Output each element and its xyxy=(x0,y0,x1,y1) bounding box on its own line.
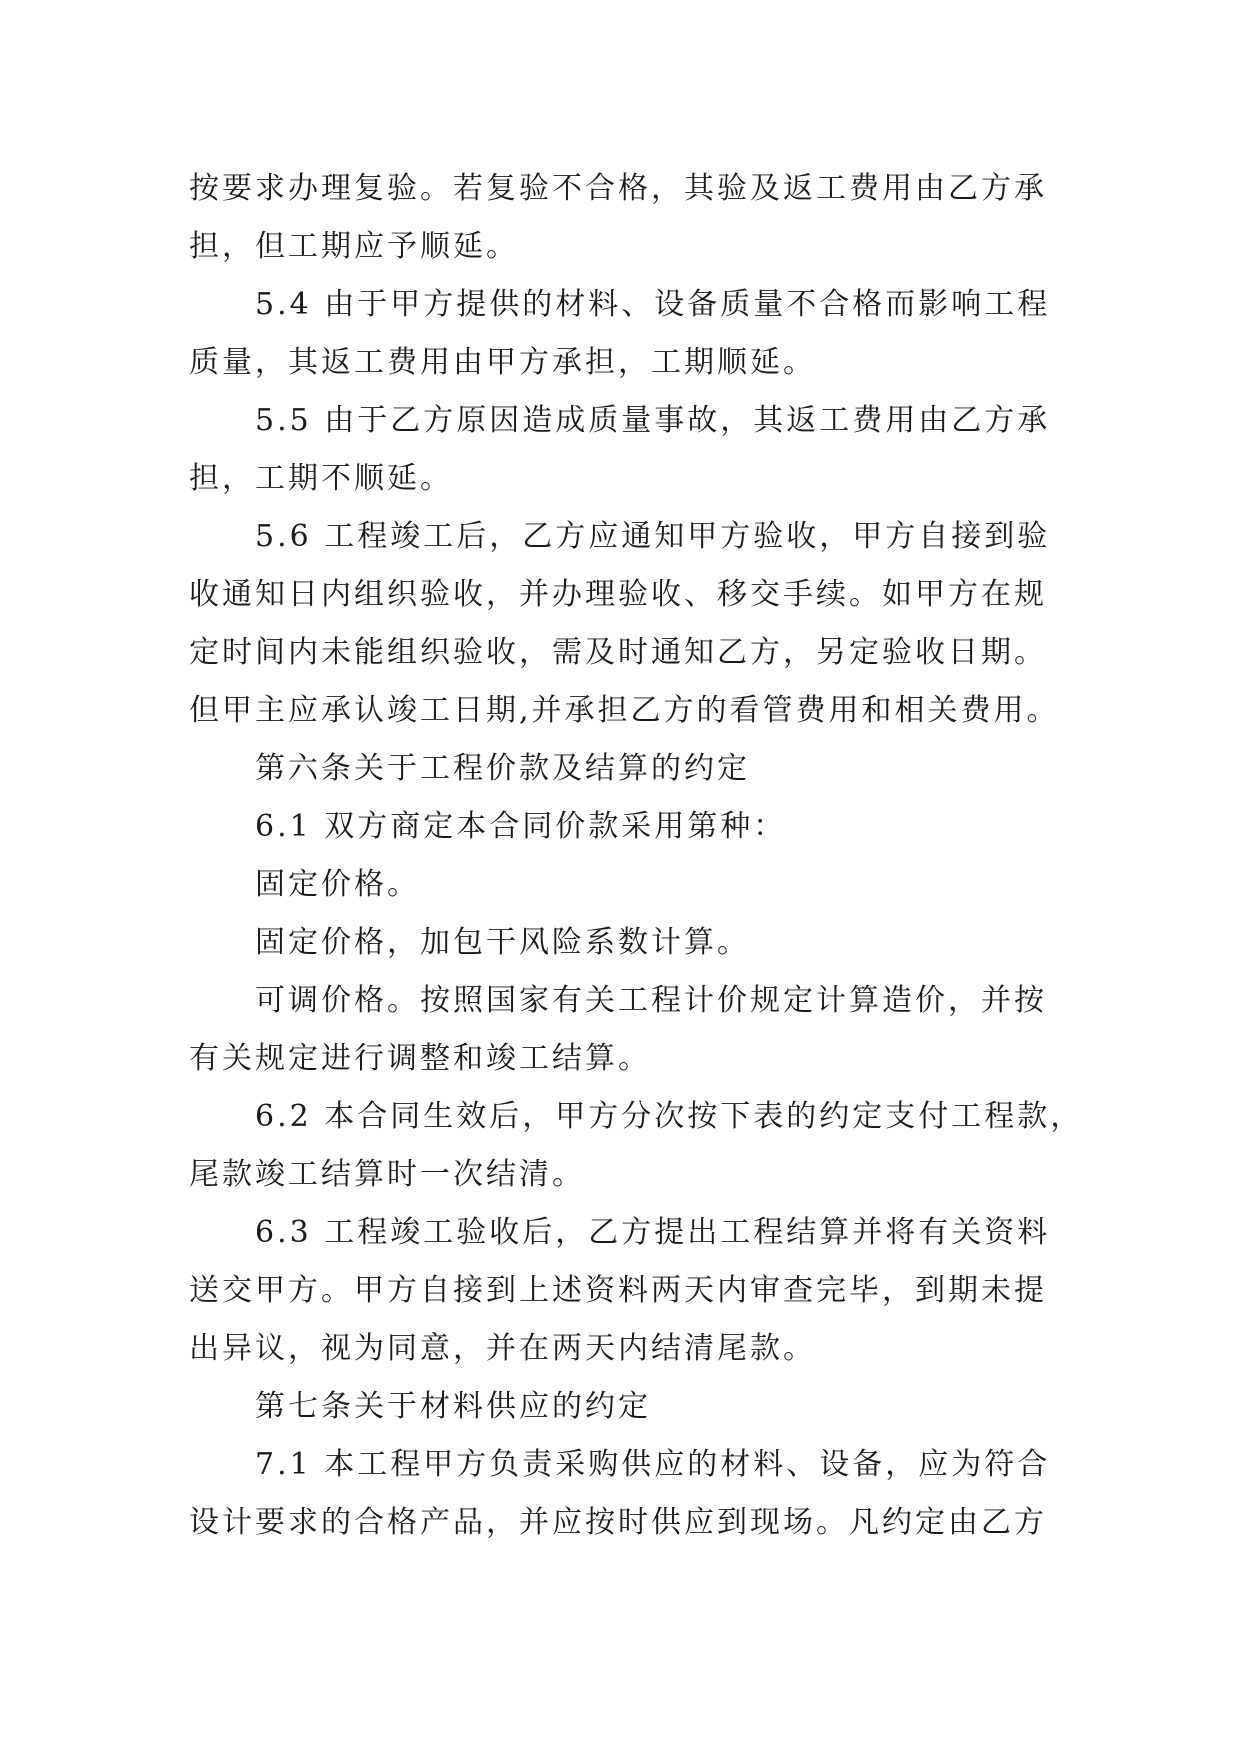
text-line: 但甲主应承认竣工日期,并承担乙方的看管费用和相关费用。 xyxy=(189,693,1060,728)
clause-6-1: 6.1 双方商定本合同价款采用第种： xyxy=(255,809,787,844)
option-fixed-price-risk: 固定价格，加包干风险系数计算。 xyxy=(255,925,750,960)
clause-5-6: 5.6 工程竣工后，乙方应通知甲方验收，甲方自接到验 xyxy=(255,519,1051,554)
option-fixed-price: 固定价格。 xyxy=(255,867,420,902)
clause-6-3: 6.3 工程竣工验收后，乙方提出工程结算并将有关资料 xyxy=(255,1215,1051,1250)
text-line: 定时间内未能组织验收，需及时通知乙方，另定验收日期。 xyxy=(189,635,1047,670)
clause-7-1: 7.1 本工程甲方负责采购供应的材料、设备，应为符合 xyxy=(255,1447,1051,1482)
clause-5-4: 5.4 由于甲方提供的材料、设备质量不合格而影响工程 xyxy=(255,287,1051,322)
clause-6-2: 6.2 本合同生效后，甲方分次按下表的约定支付工程款， xyxy=(255,1099,1084,1134)
text-line: 尾款竣工结算时一次结清。 xyxy=(189,1157,585,1192)
text-line: 设计要求的合格产品，并应按时供应到现场。凡约定由乙方 xyxy=(189,1505,1047,1540)
text-line: 担，但工期应予顺延。 xyxy=(189,229,519,264)
clause-5-5: 5.5 由于乙方原因造成质量事故，其返工费用由乙方承 xyxy=(255,403,1051,438)
document-body xyxy=(189,160,1084,1552)
text-line: 按要求办理复验。若复验不合格，其验及返工费用由乙方承 xyxy=(189,171,1047,206)
text-line: 出异议，视为同意，并在两天内结清尾款。 xyxy=(189,1331,816,1366)
text-line: 收通知日内组织验收，并办理验收、移交手续。如甲方在规 xyxy=(189,577,1047,612)
option-adjustable-price: 可调价格。按照国家有关工程计价规定计算造价，并按 xyxy=(255,983,1047,1018)
article-7-heading: 第七条关于材料供应的约定 xyxy=(255,1389,651,1424)
text-line: 送交甲方。甲方自接到上述资料两天内审查完毕，到期未提 xyxy=(189,1273,1047,1308)
text-line: 质量，其返工费用由甲方承担，工期顺延。 xyxy=(189,345,816,380)
text-line: 担，工期不顺延。 xyxy=(189,461,453,496)
article-6-heading: 第六条关于工程价款及结算的约定 xyxy=(255,751,750,786)
text-line: 有关规定进行调整和竣工结算。 xyxy=(189,1041,651,1076)
